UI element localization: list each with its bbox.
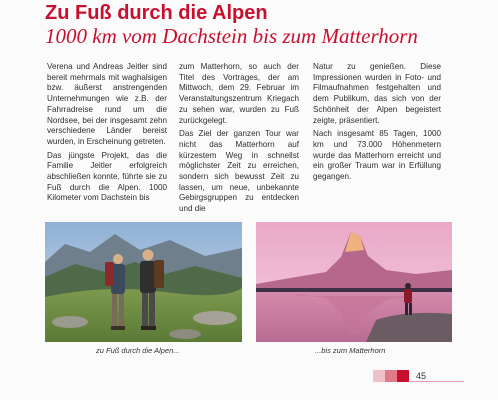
paragraph: zum Matterhorn, so auch der Titel des Vortrages, der am Mittwoch, dem 29. Februar im Veranstaltungszentrum Kriegach zu sehen war, wurden zu Fuß zurückgelegt. [179,62,299,125]
paragraph: Das jüngste Projekt, das die Familie Jeitler erfolgreich abschließen konnte, führte sie zu Fuß durch die Alpen. 1000 Kilometer vom Dachstein bis [47,150,167,203]
footer-divider [410,381,464,382]
text-column-1 [47,62,167,207]
paragraph: Das Ziel der ganzen Tour war nicht das Matterhorn auf kürzestem Weg in schnellst möglichster Zeit zu erreichen, sondern sich bewusst Zeit zu lassen, um neue, unbekannte Gebirgsgruppen zu entdecken und die [179,129,299,214]
article-headline [45,2,485,47]
footer-color-bar [373,370,409,382]
paragraph: Verena und Andreas Jeitler sind bereit mehrmals mit waghalsigen bzw. äußerst anstrengenden Unternehmungen wie z.B. der Fahrradreise rund um die Nordsee, bei der insgesamt zehn verschiedene Länder bereist wurden, in Erscheinung getreten. [47,62,167,146]
article-title: Zu Fuß durch die Alpen [45,2,268,24]
page-number: 45 [416,371,427,381]
photo-caption-left: zu Fuß durch die Alpen... [96,346,180,355]
paragraph: Nach insgesamt 85 Tagen, 1000 km und 73.000 Höhenmetern wurde das Matterhorn erreicht und ein großer Traum war in Erfüllung gegangen. [313,129,441,182]
paragraph: Natur zu genießen. Diese Impressionen wurden in Foto- und Filmaufnahmen festgehalten und dem Publikum, das sich von der Schönheit der Alpen begeistert zeigte, präsentiert. [313,62,441,125]
text-column-3 [313,62,441,186]
article-subtitle: 1000 km vom Dachstein bis zum Matterhorn [45,24,418,48]
hikers-photo [45,222,242,342]
photo-caption-right: ...bis zum Matterhorn [315,346,386,355]
text-column-2 [179,62,299,218]
matterhorn-photo [256,222,452,342]
